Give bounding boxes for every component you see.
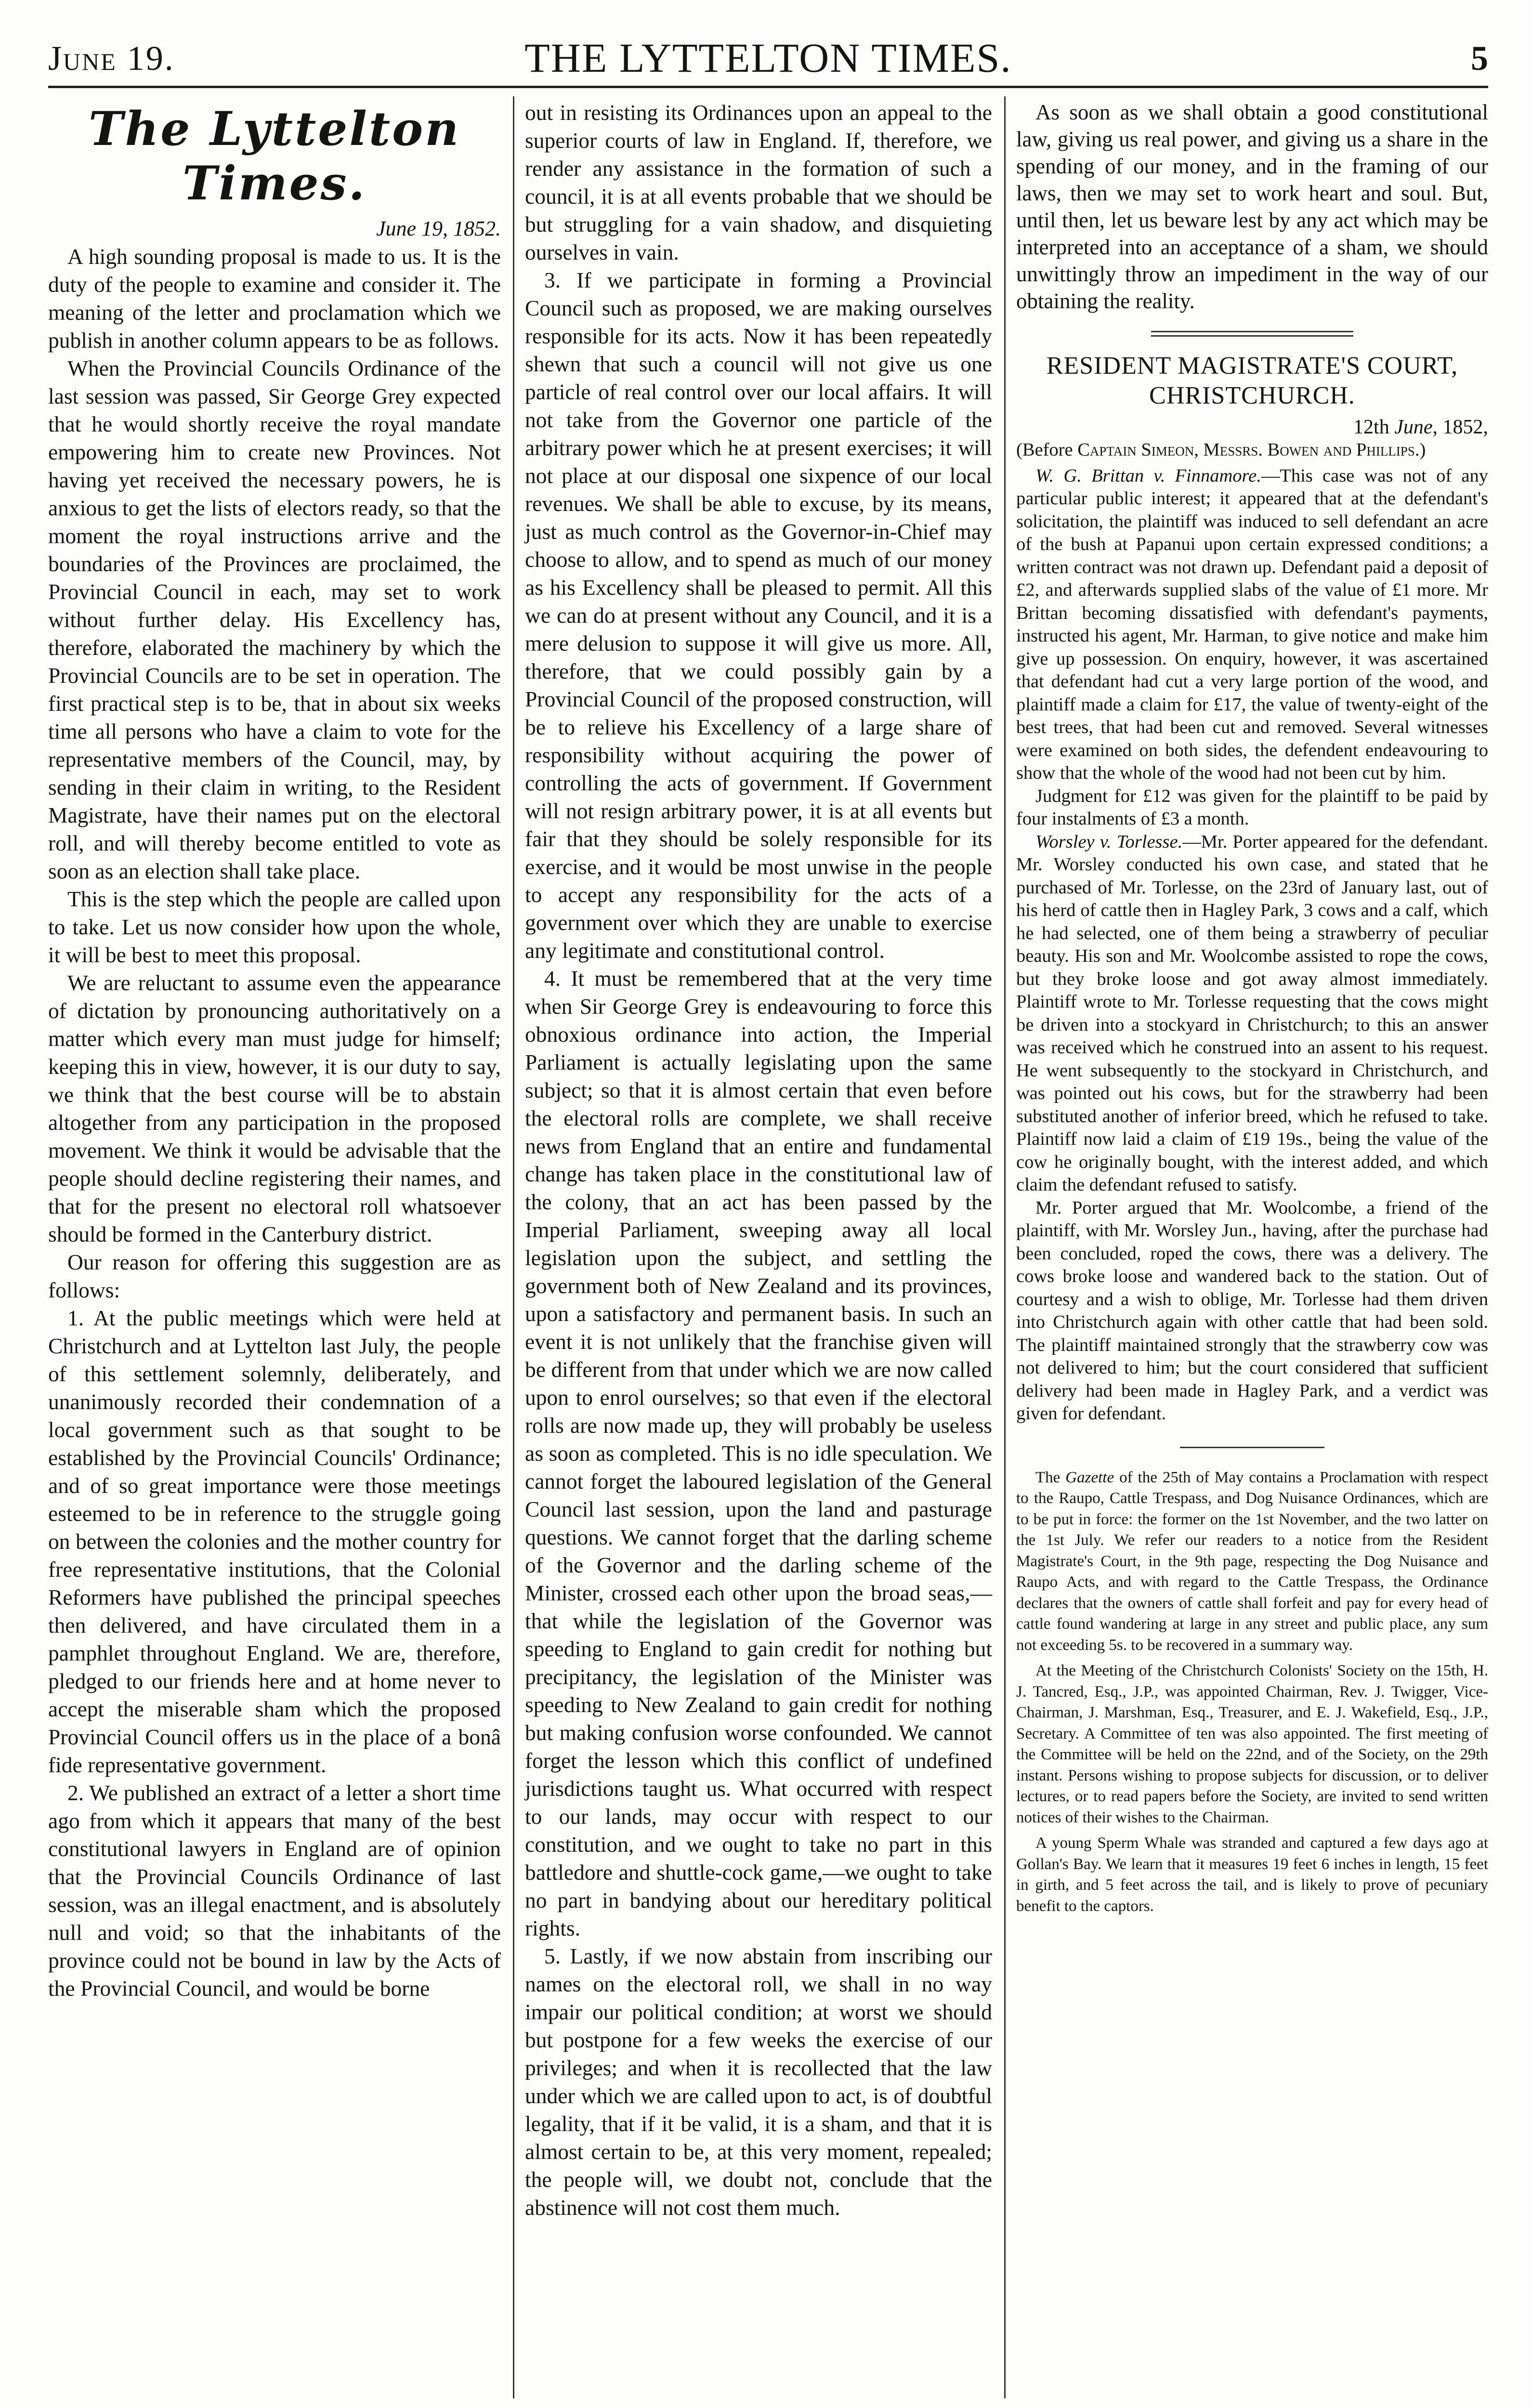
header-rule xyxy=(48,86,1488,88)
gazette-note xyxy=(1016,1467,1488,1656)
column-divider xyxy=(1004,96,1006,2398)
column-three xyxy=(1016,99,1488,1922)
editorial-paragraph: We are reluctant to assume even the appearance of dictation by pronouncing authoritatively on a matter which every man must judge for himself; keeping this in view, however, it is our duty to say, we think that the best course will be to abstain altogether from any participation in the proposed movement. We think it would be advisable that the people should decline registering their names, and that for the present no electoral roll whatsoever should be formed in the Canterbury district. xyxy=(48,970,501,1246)
header-page-number: 5 xyxy=(1471,39,1488,78)
court-judgment: Judgment for £12 was given for the plaintiff to be paid by four instalments of £3 a month. xyxy=(1016,785,1488,829)
case-text: —This case was not of any particular public interest; it appeared that at the defendant's solicitation, the plaintiff was induced to sell defendant an acre of the bush at Papanui upon certain expressed conditions; a written contract was not drawn up. Defendant paid a deposit of £2, and afterwards supplied slabs of the value of £1 more. Mr Brittan becoming dissatisfied with defendant's payments, instructed his agent, Mr. Harman, to give notice and make him give up possession. On enquiry, however, it was ascertained that defendant had cut a very large portion of the wood, and plaintiff made a claim for £17, the value of twenty-eight of the best trees, that had been cut and removed. Several witnesses were examined on both sides, the defendent endeavouring to show that the whole of the wood had not been cut by him. xyxy=(1016,465,1488,783)
section-divider xyxy=(1151,331,1353,337)
editorial-paragraph: 1. At the public meetings which were held at Christchurch and at Lyttelton last July, the people of this settlement solemnly, deliberately, and unanimously recorded their condemnation of a local government such as that sought to be established by the Provincial Councils' Ordinance; and of so great importance were those meetings esteemed to be in reference to the struggle going on between the colonies and the mother country for free representative institutions, that the Colonial Reformers have published the principal speeches then delivered, and have circulated them in a pamphlet throughout England. We are, therefore, pledged to our friends here and at home never to accept the miserable sham which the proposed Provincial Council offers us in the place of a bonâ fide representative government. xyxy=(48,1306,501,1777)
page-header xyxy=(48,29,1488,87)
column-two xyxy=(525,99,992,2222)
court-bench-names: Captain Simeon, Messrs. Bowen and Phillips. xyxy=(1077,440,1420,460)
gazette-text: of the 25th of May contains a Proclamation with respect to the Raupo, Cattle Trespass, and Dog Nuisance Ordinances, which are to be put in force: the former on the 1st November, and the two latter on the 1st July. We refer our readers to a notice from the Resident Magistrate's Court, in the 9th page, respecting the Dog Nuisance and Raupo Acts, and with regard to the Cattle Trespass, the Ordinance declares that the owners of cattle shall forfeit and pay for every head of cattle found wandering at large in any street and public place, any sum not exceeding 5s. to be recovered in a summary way. xyxy=(1016,1468,1488,1654)
editorial-masthead: The Lyttelton Times. xyxy=(89,102,460,210)
court-date-month: June xyxy=(1394,416,1433,438)
case-title: W. G. Brittan v. Finnamore. xyxy=(1035,465,1261,486)
gazette-prefix: The xyxy=(1035,1468,1066,1486)
editorial-paragraph: 3. If we participate in forming a Provincial Council such as proposed, we are making ourselves responsible for its acts. Now it has been repeatedly shewn that such a council will not give us one particle of real control over our local affairs. It will not take from the Governor one particle of the arbitrary power which he at present exercises; it will not place at our disposal one sixpence of our local revenues. We shall be able to excuse, by its means, just as much control as the Governor-in-Chief may choose to allow, and to spend as much of our money as his Excellency shall be pleased to permit. All this we can do at present without any Council, and it is a mere delusion to suppose it will give us more. All, therefore, that we could possibly gain by a Provincial Council of the proposed construction, will be to relieve his Excellency of a large share of responsibility without acquiring the power of controlling the acts of government. If Government will not resign arbitrary power, it is at all events but fair that they should be solely responsible for its exercise, and it would be most unwise in the people to accept any responsibility for the acts of a government over which they are unable to exercise any legitimate and constitutional control. xyxy=(525,268,992,963)
editorial-paragraph: As soon as we shall obtain a good constitutional law, giving us real power, and giving us a share in the spending of our money, and in the framing of our laws, then we may set to work heart and soul. But, until then, let us beware lest by any act which may be interpreted into an acceptance of a sham, we should unwittingly throw an impediment in the way of our obtaining the reality. xyxy=(1016,100,1488,313)
case-title: Worsley v. Torlesse. xyxy=(1035,831,1183,852)
editorial-conclusion xyxy=(1016,99,1488,314)
case-text: —Mr. Porter appeared for the defendant. Mr. Worsley conducted his own case, and stated that he purchased of Mr. Torlesse, on the 23rd of January last, out of his herd of cattle then in Hagley Park, 3 cows and a calf, which he had selected, one of them being a strawberry of peculiar beauty. His son and Mr. Woolcombe assisted to rope the cows, but they broke loose and got away almost immediately. Plaintiff wrote to Mr. Torlesse requesting that the cows might be driven into a stockyard in Christchurch; to this an answer was received which he construed into an assent to his request. He went subsequently to the stockyard in Christchurch, and was pointed out his cows, but for the strawberry had been substituted another of inferior breed, which he refused to take. Plaintiff now laid a claim of £19 19s., being the value of the cow he originally bought, with the interest added, and which claim the defendant refused to satisfy. xyxy=(1016,831,1488,1195)
court-heading-line: RESIDENT MAGISTRATE'S COURT, xyxy=(1046,352,1458,380)
column-divider xyxy=(513,96,514,2398)
court-date-day: 12th xyxy=(1353,416,1395,438)
court-bench-open: (Before xyxy=(1016,440,1078,460)
court-heading xyxy=(1016,351,1488,411)
section-divider xyxy=(1180,1447,1324,1448)
court-report xyxy=(1016,351,1488,1426)
editorial-paragraph: A high sounding proposal is made to us. It is the duty of the people to examine and consider it. The meaning of the letter and proclamation which we publish in another column appears to be as follows. xyxy=(48,244,501,353)
court-case xyxy=(1016,831,1488,1197)
editorial-paragraph: When the Provincial Councils Ordinance of the last session was passed, Sir George Grey expected that he would shortly receive the royal mandate empowering him to create new Provinces. Not having yet received the necessary powers, he is anxious to get the lists of electors ready, so that the moment the royal instructions arrive and the boundaries of the Provinces are proclaimed, the Provincial Council in each, may set to work without further delay. His Excellency has, therefore, elaborated the machinery by which the Provincial Councils are to be set in operation. The first practical step is to be, that in about six weeks time all persons who have a claim to vote for the representative members of the Council, may, by sending in their claim in writing, to the Resident Magistrate, have their names put on the electoral roll, and will thereby become entitled to vote as soon as an election shall take place. xyxy=(48,356,501,883)
editorial-paragraph: 2. We published an extract of a letter a short time ago from which it appears that many of the best constitutional lawyers in England are of opinion that the Provincial Councils Ordinance of last session, was an illegal enactment, and is absolutely null and void; so that the inhabitants of the province could not be bound in law by the Acts of the Provincial Council, and would be borne xyxy=(48,1780,501,2001)
gazette-word: Gazette xyxy=(1065,1468,1114,1486)
court-heading-line: CHRISTCHURCH. xyxy=(1149,382,1355,409)
column-one xyxy=(48,99,501,2002)
news-notes xyxy=(1016,1467,1488,1917)
editorial-paragraph: 4. It must be remembered that at the very time when Sir George Grey is endeavouring to force this obnoxious ordinance into action, the Imperial Parliament is actually legislating upon the same subject; so that it is almost certain that even before the electoral rolls are complete, we shall receive news from England that an entire and fundamental change has taken place in the constitutional law of the colony, that an act has been passed by the Imperial Parliament, sweeping away all local legislation upon the subject, and settling the government both of New Zealand and its provinces, upon a satisfactory and permanent basis. In such an event it is not unlikely that the franchise given will be different from that under which we are now called upon to enrol ourselves; so that even if the electoral rolls are now made up, they will probably be useless as soon as completed. This is no idle speculation. We cannot forget the laboured legislation of the General Council last session, upon the land and pasturage questions. We cannot forget that the darling scheme of the Governor and the darling scheme of the Minister, crossed each other upon the broad seas,—that while the legislation of the Governor was speeding to England to gain credit for nothing but precipitancy, the legislation of the Minister was speeding to New Zealand to gain credit for nothing but making confusion worse confounded. We cannot forget the lesson which this conflict of undefined jurisdictions taught us. What occurred with respect to our lands, may occur with respect to our constitution, and we ought to take no part in this battledore and shuttle-cock game,—we ought to take no part in bandying about our hereditary political rights. xyxy=(525,966,992,1940)
court-date xyxy=(1016,416,1488,439)
court-bench-close: ) xyxy=(1419,440,1426,460)
court-bench xyxy=(1016,439,1488,462)
court-date-year: , 1852, xyxy=(1432,416,1488,438)
editorial-paragraph: out in resisting its Ordinances upon an appeal to the superior courts of law in England. If, therefore, we render any assistance in the formation of such a council, it is at all events probable that we should be but struggling for a vain shadow, and disquieting ourselves in vain. xyxy=(525,100,992,264)
society-note: At the Meeting of the Christchurch Colonists' Society on the 15th, H. J. Tancred, Esq., J.P., was appointed Chairman, Rev. J. Twigger, Vice-Chairman, J. Marshman, Esq., Treasurer, and E. J. Wakefield, Esq., J.P., Secretary. A Committee of ten was also appointed. The first meeting of the Committee will be held on the 22nd, and of the Society, on the 29th instant. Persons wishing to propose subjects for discussion, or to deliver lectures, or to read papers before the Society, are invited to send written notices of their wishes to the Chairman. xyxy=(1016,1662,1488,1826)
court-case xyxy=(1016,465,1488,785)
header-title: THE LYTTELTON TIMES. xyxy=(524,35,1012,81)
editorial-dateline: June 19, 1852. xyxy=(376,217,501,240)
editorial-paragraph: This is the step which the people are called upon to take. Let us now consider how upon the whole, it will be best to meet this proposal. xyxy=(48,887,501,967)
editorial-paragraph: 5. Lastly, if we now abstain from inscribing our names on the electoral roll, we shall in no way impair our political condition; at worst we should but postpone for a few weeks the exercise of our privileges; and when it is recollected that the law under which we are called upon to act, is of doubtful legality, that if it be valid, it is a sham, and that it is almost certain to be, at this very moment, repealed; the people will, we doubt not, conclude that the abstinence will not cost them much. xyxy=(525,1944,992,2220)
whale-note: A young Sperm Whale was stranded and captured a few days ago at Gollan's Bay. We learn that it measures 19 feet 6 inches in length, 15 feet in girth, and 5 feet across the tail, and is likely to prove of pecuniary benefit to the captors. xyxy=(1016,1834,1488,1915)
court-defence: Mr. Porter argued that Mr. Woolcombe, a friend of the plaintiff, with Mr. Worsley Jun., having, after the purchase had been concluded, roped the cows, there was a delivery. The cows broke loose and wandered back to the station. Out of courtesy and a wish to oblige, Mr. Torlesse had them driven into Christchurch again with other cattle that had been sold. The plaintiff maintained strongly that the strawberry cow was not delivered to him; but the court considered that sufficient delivery had been made in Hagley Park, and a verdict was given for defendant. xyxy=(1016,1197,1488,1424)
editorial-paragraph: Our reason for offering this suggestion are as follows: xyxy=(48,1250,501,1302)
header-date: June 19. xyxy=(48,39,175,78)
